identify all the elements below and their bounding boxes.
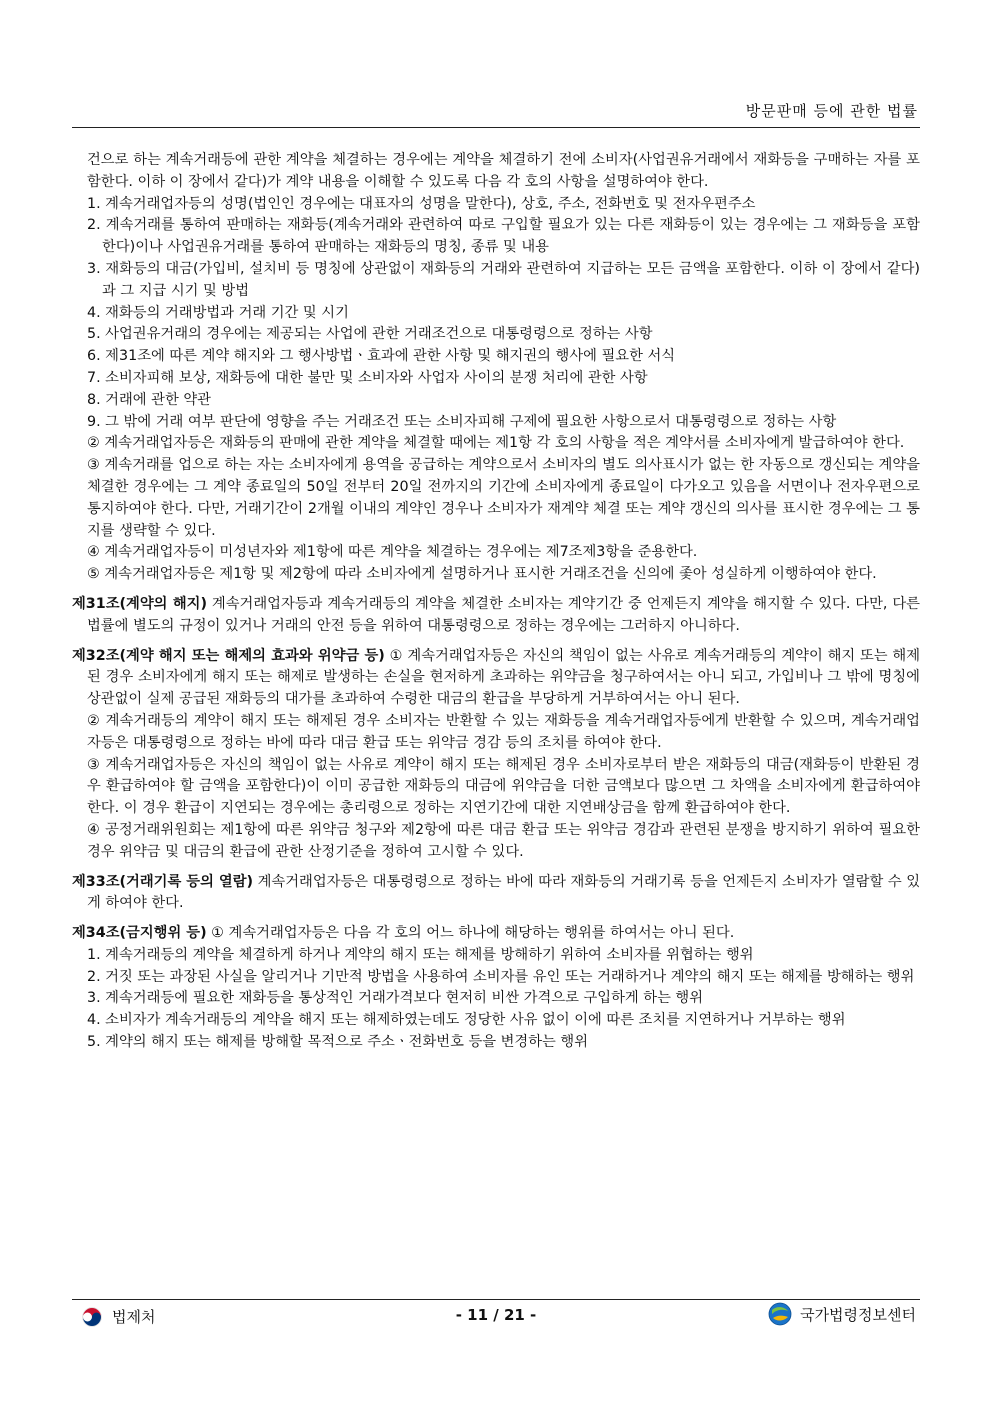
list-item: 4. 소비자가 계속거래등의 계약을 해지 또는 해제하였는데도 정당한 사유 없이 이에 따른 조치를 지연하거나 거부하는 행위 [87, 1012, 846, 1029]
article34-title: 제34조(금지행위 등) [72, 925, 207, 942]
header-rule [72, 127, 920, 128]
article32-paragraph: ③ 계속거래업자등은 자신의 책임이 없는 사유로 계약이 해지 또는 해제된 경우 소비자로부터 받은 재화등의 대금(재화등이 반환된 경우 환급하여야 할 금액을 포함한다)이 이미 공급한 재화등의 대금에 위약금을 더한 금액보다 많으면 그 차액을 소비자에게 환급하여야 한다. 이 경우 환급이 지연되는 경우에는 총리령으로 정하는 지연기간에 대한 지연배상금을 함께 환급하여야 한다. [87, 756, 920, 817]
list-item: 8. 거래에 관한 약관 [87, 391, 211, 408]
article30-paragraph: ⑤ 계속거래업자등은 제1항 및 제2항에 따라 소비자에게 설명하거나 표시한 거래조건을 신의에 좇아 성실하게 이행하여야 한다. [87, 566, 877, 583]
article30-paragraph: ② 계속거래업자등은 재화등의 판매에 관한 계약을 체결할 때에는 제1항 각 호의 사항을 적은 계약서를 소비자에게 발급하여야 한다. [87, 435, 905, 452]
article34-item-list [72, 945, 920, 1054]
article30-paragraph: ④ 계속거래업자등이 미성년자와 제1항에 따른 계약을 체결하는 경우에는 제7조제3항을 준용한다. [87, 544, 698, 561]
list-item: 1. 계속거래등의 계약을 체결하게 하거나 계약의 해지 또는 해제를 방해하기 위하여 소비자를 위협하는 행위 [87, 946, 754, 963]
footer-right-label: 국가법령정보센터 [800, 1305, 916, 1324]
globe-logo-icon [768, 1302, 792, 1326]
article34 [72, 923, 920, 945]
page-number: - 11 / 21 - [455, 1306, 537, 1324]
footer-left-label: 법제처 [112, 1308, 156, 1326]
article32 [72, 646, 920, 711]
article32-paragraph: ④ 공정거래위원회는 제1항에 따른 위약금 청구와 제2항에 따른 대금 환급 또는 위약금 경감과 관련된 분쟁을 방지하기 위하여 필요한 경우 위약금 및 대금의 환급에 관한 산정기준을 정하여 고시할 수 있다. [87, 821, 920, 860]
article32-title: 제32조(계약 해지 또는 해제의 효과와 위약금 등) [72, 647, 385, 664]
article31-title: 제31조(계약의 해지) [72, 595, 207, 612]
article33-title: 제33조(거래기록 등의 열람) [72, 873, 254, 890]
article34-text: ① 계속거래업자등은 다음 각 호의 어느 하나에 해당하는 행위를 하여서는 아니 된다. [206, 925, 735, 942]
article31-text: 계속거래업자등과 계속거래등의 계약을 체결한 소비자는 계약기간 중 언제든지 계약을 해지할 수 있다. 다만, 다른 법률에 별도의 규정이 있거나 거래의 안전 등을 위하여 대통령령으로 정하는 경우에는 그러하지 아니하다. [87, 595, 920, 634]
article30-item-list [72, 194, 920, 434]
footer-right [768, 1302, 916, 1326]
article32-paragraph: ② 계속거래등의 계약이 해지 또는 해제된 경우 소비자는 반환할 수 있는 재화등을 계속거래업자등에게 반환할 수 있으며, 계속거래업자등은 대통령령으로 정하는 바에 따라 대금 환급 또는 위약금 경감 등의 조치를 하여야 한다. [87, 712, 920, 751]
list-item: 1. 계속거래업자등의 성명(법인인 경우에는 대표자의 성명을 말한다), 상호, 주소, 전화번호 및 전자우편주소 [87, 195, 756, 212]
article30-intro: 건으로 하는 계속거래등에 관한 계약을 체결하는 경우에는 계약을 체결하기 전에 소비자(사업권유거래에서 재화등을 구매하는 자를 포함한다. 이하 이 장에서 같다)가 계약 내용을 이해할 수 있도록 다음 각 호의 사항을 설명하여야 한다. [87, 152, 920, 190]
list-item: 2. 거짓 또는 과장된 사실을 알리거나 기만적 방법을 사용하여 소비자를 유인 또는 거래하거나 계약의 해지 또는 해제를 방해하는 행위 [87, 968, 915, 985]
list-item: 5. 사업권유거래의 경우에는 제공되는 사업에 관한 거래조건으로 대통령령으로 정하는 사항 [87, 326, 653, 343]
list-item: 5. 계약의 해지 또는 해제를 방해할 목적으로 주소ㆍ전화번호 등을 변경하는 행위 [87, 1034, 589, 1051]
list-item: 7. 소비자피해 보상, 재화등에 대한 불만 및 소비자와 사업자 사이의 분쟁 처리에 관한 사항 [87, 369, 648, 386]
list-item: 6. 제31조에 따른 계약 해지와 그 행사방법ㆍ효과에 관한 사항 및 해지권의 행사에 필요한 서식 [87, 348, 676, 365]
footer-rule [72, 1299, 920, 1300]
list-item: 4. 재화등의 거래방법과 거래 기간 및 시기 [87, 304, 349, 321]
article30-paragraph: ③ 계속거래를 업으로 하는 자는 소비자에게 용역을 공급하는 계약으로서 소비자의 별도 의사표시가 없는 한 자동으로 갱신되는 계약을 체결한 경우에는 그 계약 종료일의 50일 전부터 20일 전까지의 기간에 소비자에게 종료일이 다가오고 있음을 서면이나 전자우편으로 통지하여야 한다. 다만, 거래기간이 2개월 이내의 계약인 경우나 소비자가 재계약 체결 또는 계약 갱신의 의사를 표시한 경우에는 그 통지를 생략할 수 있다. [87, 457, 920, 539]
list-item: 3. 재화등의 대금(가입비, 설치비 등 명칭에 상관없이 재화등의 거래와 관련하여 지급하는 모든 금액을 포함한다. 이하 이 장에서 같다)과 그 지급 시기 및 방법 [87, 260, 920, 299]
article32-text: ① 계속거래업자등은 자신의 책임이 없는 사유로 계속거래등의 계약이 해지 또는 해제된 경우 소비자에게 해지 또는 해제로 발생하는 손실을 현저하게 초과하는 위약금을 청구하여서는 아니 되고, 가입비나 그 밖에 명칭에 상관없이 실제 공급된 재화등의 대가를 초과하여 수령한 대금의 환급을 부당하게 거부하여서는 아니 된다. [87, 647, 921, 708]
list-item: 2. 계속거래를 통하여 판매하는 재화등(계속거래와 관련하여 따로 구입할 필요가 있는 다른 재화등이 있는 경우에는 그 재화등을 포함한다)이나 사업권유거래를 통하여 판매하는 재화등의 명칭, 종류 및 내용 [87, 217, 920, 256]
list-item: 3. 계속거래등에 필요한 재화등을 통상적인 거래가격보다 현저히 비싼 가격으로 구입하게 하는 행위 [87, 990, 704, 1007]
article31 [72, 594, 920, 638]
article33-text: 계속거래업자등은 대통령령으로 정하는 바에 따라 재화등의 거래기록 등을 언제든지 소비자가 열람할 수 있게 하여야 한다. [87, 873, 921, 912]
article33 [72, 872, 920, 916]
law-content [72, 150, 920, 1054]
list-item: 9. 그 밖에 거래 여부 판단에 영향을 주는 거래조건 또는 소비자피해 구제에 필요한 사항으로서 대통령령으로 정하는 사항 [87, 413, 837, 430]
header-title: 방문판매 등에 관한 법률 [745, 102, 918, 120]
